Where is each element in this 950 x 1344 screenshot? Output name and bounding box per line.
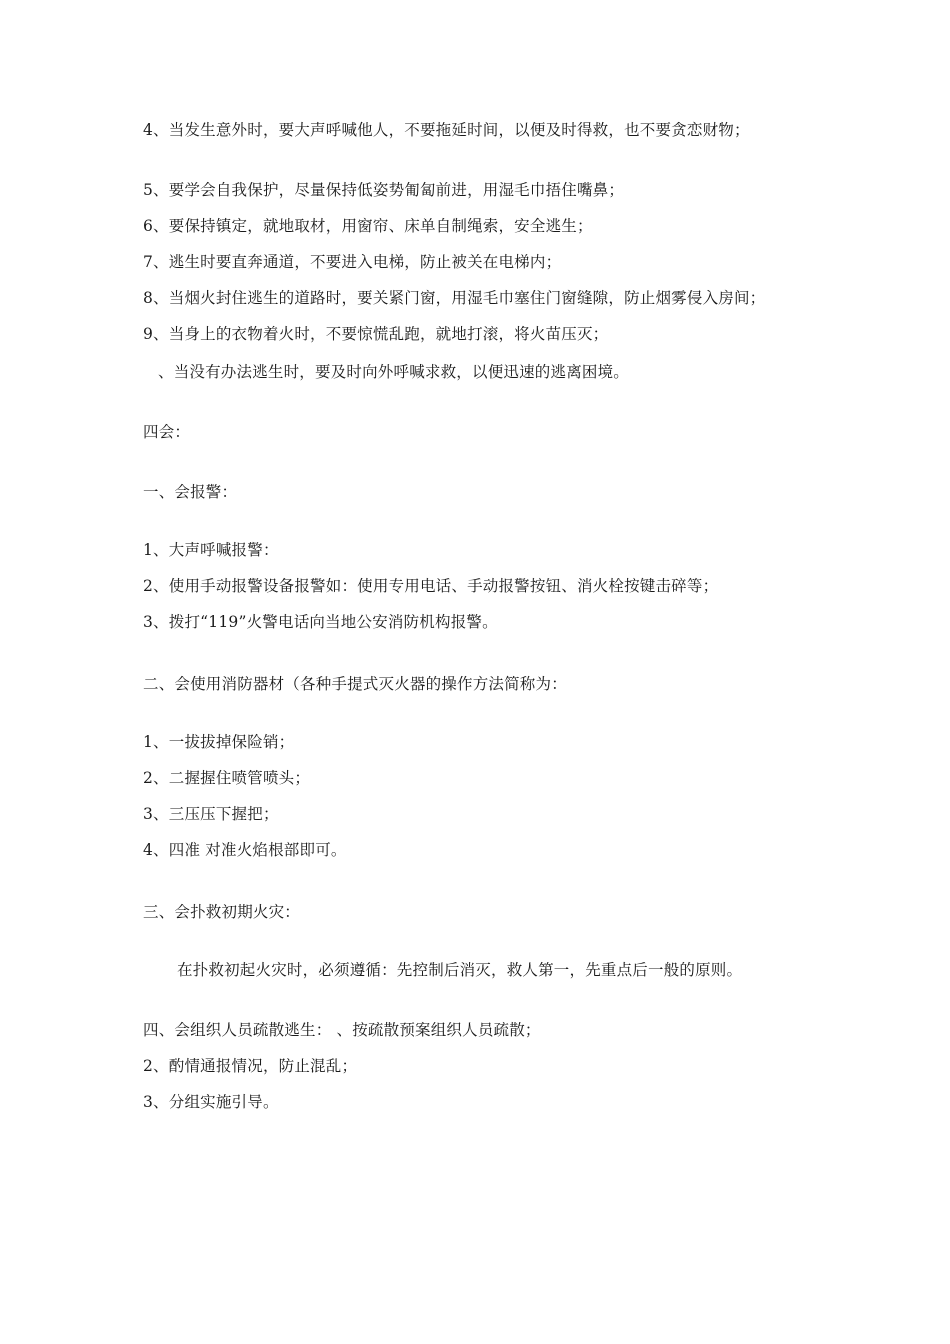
section-heading: 二、会使用消防器材（各种手提式灭火器的操作方法简称为： xyxy=(143,675,567,693)
text-line: 1、大声呼喊报警： xyxy=(143,541,279,559)
text-line: 2、使用手动报警设备报警如：使用专用电话、手动报警按钮、消火栓按键击碎等； xyxy=(143,577,719,595)
text-line: 6、要保持镇定，就地取材，用窗帘、床单自制绳索，安全逃生； xyxy=(143,217,593,235)
text-line: 2、酌情通报情况，防止混乱； xyxy=(143,1057,358,1075)
text-line: 2、二握握住喷管喷头； xyxy=(143,769,311,787)
text-line: 4、当发生意外时，要大声呼喊他人，不要拖延时间，以便及时得救，也不要贪恋财物； xyxy=(143,121,750,139)
text-line: 7、逃生时要直奔通道，不要进入电梯，防止被关在电梯内； xyxy=(143,253,562,271)
text-line: 5、要学会自我保护，尽量保持低姿势匍匐前进，用湿毛巾捂住嘴鼻； xyxy=(143,181,625,199)
text-line: 1、一拔拔掉保险销； xyxy=(143,733,295,751)
section-heading: 一、会报警： xyxy=(143,483,238,501)
text-line: 4、四准 对准火焰根部即可。 xyxy=(143,841,347,859)
text-line: 3、拨打“119”火警电话向当地公安消防机构报警。 xyxy=(143,613,498,631)
text-line: 3、分组实施引导。 xyxy=(143,1093,279,1111)
section-heading: 四会： xyxy=(143,423,191,441)
section-heading: 四、会组织人员疏散逃生： 、按疏散预案组织人员疏散； xyxy=(143,1021,541,1039)
text-line: 9、当身上的衣物着火时，不要惊慌乱跑，就地打滚，将火苗压灭； xyxy=(143,325,609,343)
section-heading: 三、会扑救初期火灾： xyxy=(143,903,301,921)
text-line: 3、三压压下握把； xyxy=(143,805,279,823)
text-line: 8、当烟火封住逃生的道路时，要关紧门窗，用湿毛巾塞住门窗缝隙，防止烟雾侵入房间； xyxy=(143,289,766,307)
text-line: 在扑救初起火灾时，必须遵循：先控制后消灭，救人第一，先重点后一般的原则。 xyxy=(177,961,743,979)
text-line: 、当没有办法逃生时，要及时向外呼喊求救，以便迅速的逃离困境。 xyxy=(158,363,630,381)
